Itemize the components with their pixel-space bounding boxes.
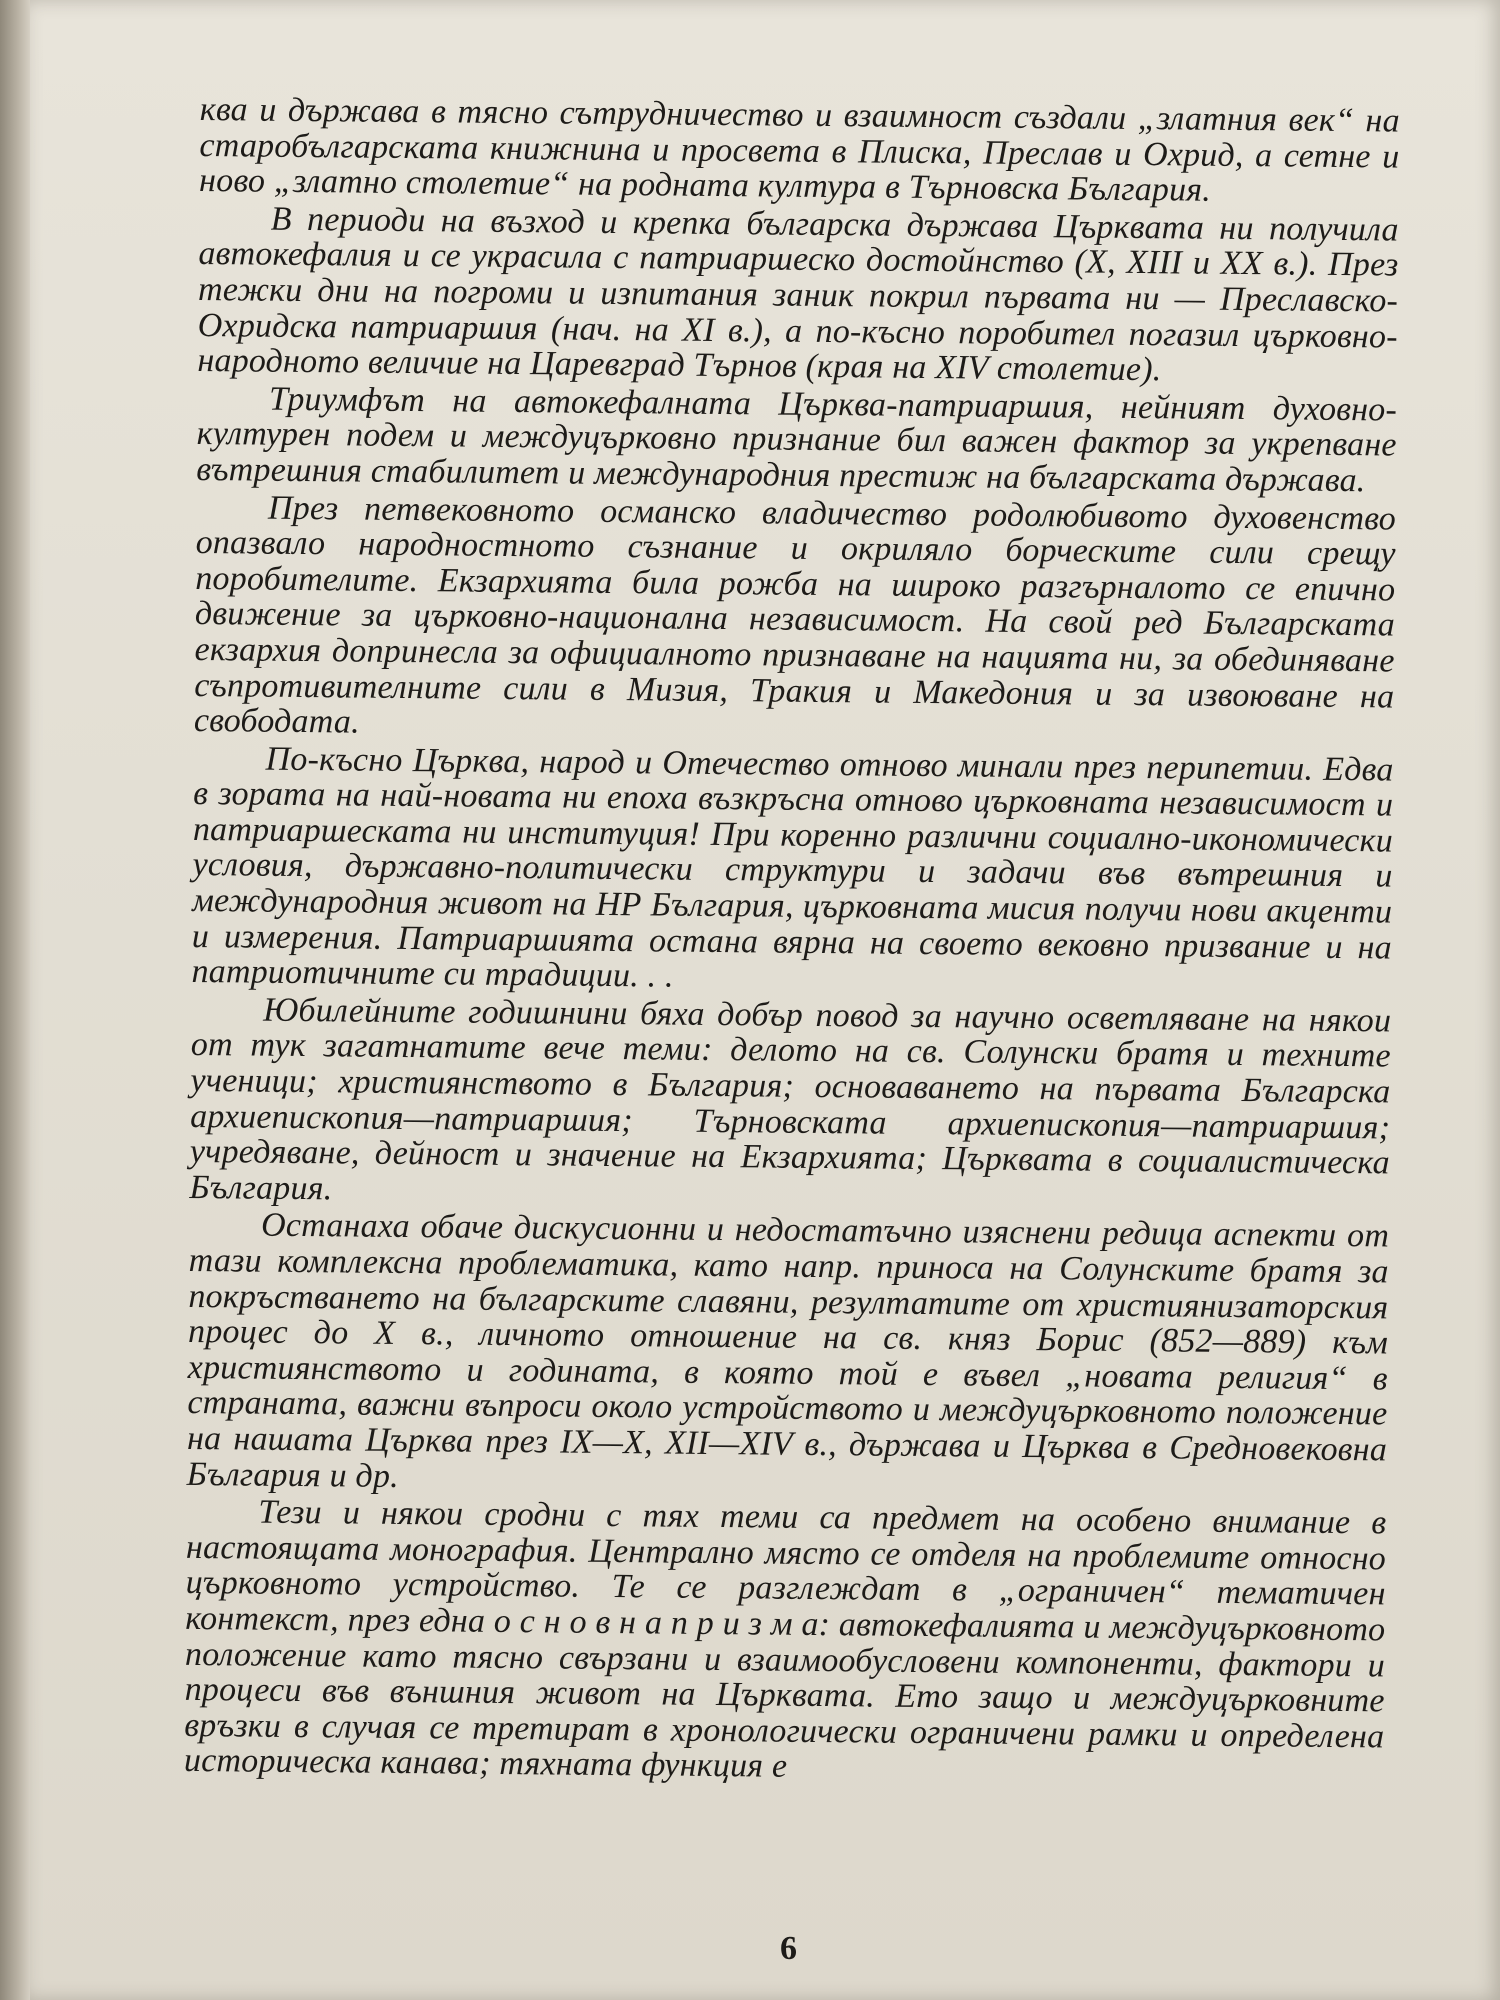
paragraph-2: В периоди на възход и крепка българска държава Църквата ни получила автокефалия и се украсила с патриаршеско достойнство (X, XIII и XX в.). През тежки дни на погроми и изпитания заник покрил първата ни — Преславско-Охридска патриаршия (нач. на XI в.), а по-късно поробител погазил църковно-народното величие на Царевград Търнов (края на XIV столетие). xyxy=(197,200,1399,389)
book-gutter xyxy=(0,0,30,2000)
paragraph-3: Триумфът на автокефалната Църква-патриаршия, нейният духовно-културен подем и междуцърковно признание бил важен фактор за укрепване вътрешния стабилитет и международния престиж на българската държава. xyxy=(196,380,1398,500)
paragraph-1: ква и държава в тясно сътрудничество и взаимност създали „златния век“ на старобългарската книжнина и просвета в Плиска, Преслав и Охрид, а сетне и ново „златно столетие“ на родната култура в Търновска България. xyxy=(198,91,1400,209)
paragraph-6: Юбилейните годишнини бяха добър повод за научно осветляване на някои от тук загатнатите вече теми: делото на св. Солунски братя и техните ученици; християнството в България; основаването на първата Българска архиепископия—патриаршия; Търновската архиепископия—патриаршия; учредяване, дейност и значение на Екзархията; Църквата в социалистическа България. xyxy=(189,991,1392,1208)
paragraph-4: През петвековното османско владичество родолюбивото духовенство опазвало народностното съзнание и окриляло борческите сили срещу поробителите. Екзархията била рожба на широко разгърналото се епично движение за църковно-национална независимост. На свой ред Българската екзархия допринесла за официалното признаване на нацията ни, за обединяване съпротивителните сили в Мизия, Тракия и Македония и за извоюване на свободата. xyxy=(193,489,1397,741)
page-number: 6 xyxy=(780,1930,797,1967)
paragraph-5: По-късно Църква, народ и Отечество отново минали през перипетии. Едва в зората на най-новата ни епоха възкръсна отново църковната независимост и патриаршеската ни институция! При коренно различни социално-икономически условия, държавно-политически структури и задачи във вътрешния и международния живот на НР България, църковната мисия получи нови акценти и измерения. Патриаршията остана вярна на своето вековно призвание и на патриотичните си традиции. . . xyxy=(191,740,1394,995)
paragraph-8: Тези и някои сродни с тях теми са предмет на особено внимание в настоящата монография. Централно място се отделя на проблемите относно църковното устройство. Те се разглеждат в „ограничен“ тематичен контекст, през една о с н о в н а п р и з м а: автокефалията и междуцърковното положение като тясно свързани и взаимообусловени компоненти, фактори и процеси във външния живот на Църквата. Ето защо и междуцърковните връзки в случая се третират в хронологически ограничени рамки и определена историческа канава; тяхната функция е xyxy=(183,1493,1387,1786)
paragraph-7: Останаха обаче дискусионни и недостатъчно изяснени редица аспекти от тази комплексна проблематика, като напр. приноса на Солунските братя за покръстването на българските славяни, резултатите от християнизаторския процес до X в., личното отношение на св. княз Борис (852—889) към християнството и годината, в която той е въвел „новата религия“ в страната, важни въпроси около устройството и междуцърковното положение на нашата Църква през IX—X, XII—XIV в., държава и Църква в Средновековна България и др. xyxy=(186,1207,1390,1495)
body-text xyxy=(184,92,1400,1792)
